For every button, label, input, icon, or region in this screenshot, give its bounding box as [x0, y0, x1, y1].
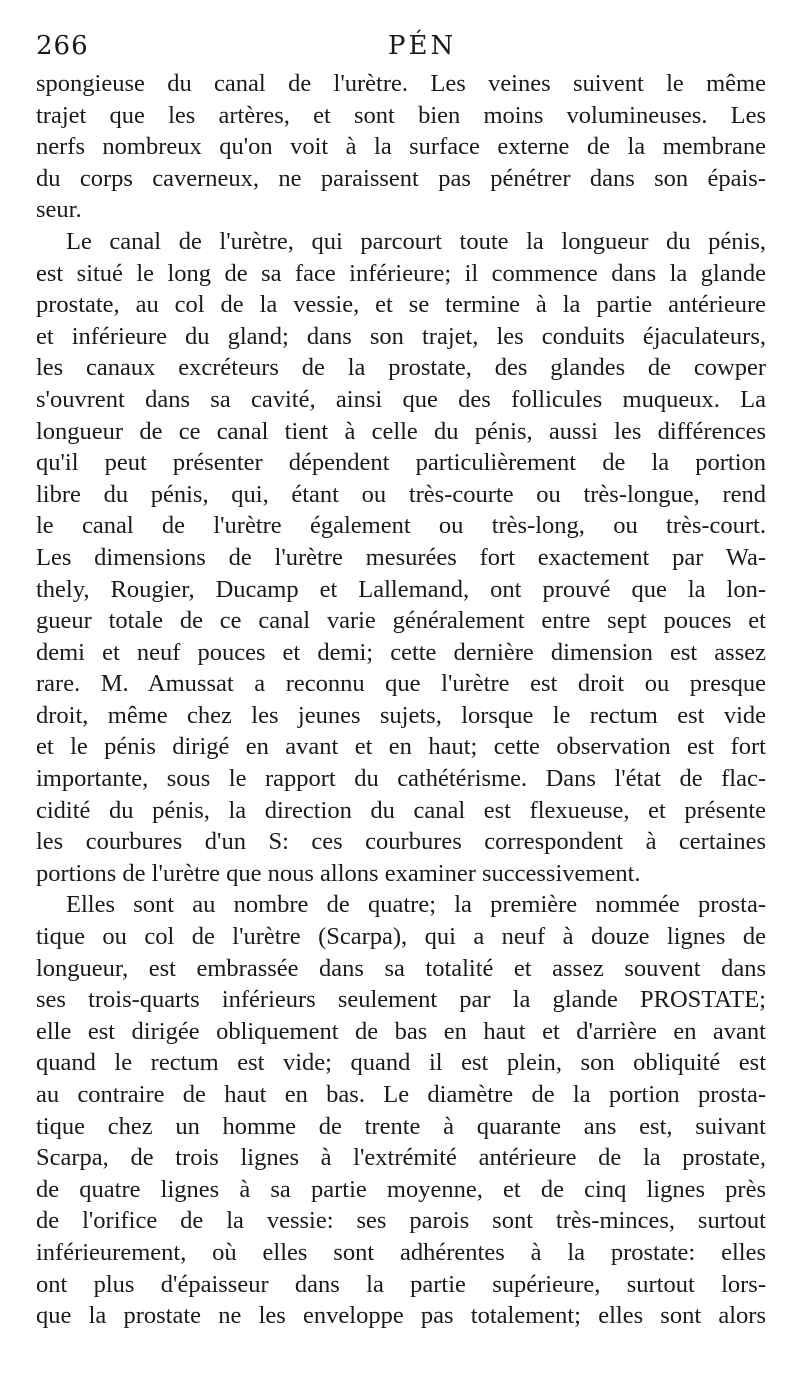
text-line: que la prostate ne les enveloppe pas totalement; elles sont alors — [36, 1302, 766, 1330]
text-line: inférieurement, où elles sont adhérentes à la prostate: elles — [36, 1238, 766, 1266]
text-line: au contraire de haut en bas. Le diamètre de la portion prosta- — [36, 1081, 766, 1108]
text-line: les courbures d'un S: ces courbures correspondent à certaines — [36, 828, 766, 856]
text-line: nerfs nombreux qu'on voit à la surface externe de la membrane — [36, 133, 766, 161]
text-line: rare. M. Amussat a reconnu que l'urètre est droit ou presque — [36, 670, 766, 698]
text-line: libre du pénis, qui, étant ou très-courte ou très-longue, rend — [36, 480, 766, 508]
text-line: les canaux excréteurs de la prostate, des glandes de cowper — [36, 354, 766, 382]
text-line: trajet que les artères, et sont bien moins volumineuses. Les — [36, 101, 766, 129]
text-line: du corps caverneux, ne paraissent pas pénétrer dans son épais- — [36, 164, 766, 192]
text-line: importante, sous le rapport du cathétérisme. Dans l'état de flac- — [36, 765, 766, 793]
text-line: ont plus d'épaisseur dans la partie supérieure, surtout lors- — [36, 1270, 766, 1298]
text-line: tique ou col de l'urètre (Scarpa), qui a neuf à douze lignes de — [36, 923, 766, 951]
text-line: thely, Rougier, Ducamp et Lallemand, ont prouvé que la lon- — [36, 575, 766, 603]
page-header — [36, 28, 766, 64]
text-line: quand le rectum est vide; quand il est plein, son obliquité est — [36, 1049, 766, 1077]
text-line: Le canal de l'urètre, qui parcourt toute la longueur du pénis, — [66, 227, 766, 255]
text-line: Scarpa, de trois lignes à l'extrémité antérieure de la prostate, — [36, 1144, 766, 1172]
text-line: cidité du pénis, la direction du canal est flexueuse, et présente — [36, 796, 766, 824]
text-line: et le pénis dirigé en avant et en haut; cette observation est fort — [36, 733, 766, 761]
text-line: elle est dirigée obliquement de bas en haut et d'arrière en avant — [36, 1017, 766, 1045]
text-line: spongieuse du canal de l'urètre. Les veines suivent le même — [36, 70, 766, 97]
text-line: est situé le long de sa face inférieure; il commence dans la glande — [36, 259, 766, 287]
text-line: droit, même chez les jeunes sujets, lorsque le rectum est vide — [36, 701, 766, 729]
text-line: s'ouvrent dans sa cavité, ainsi que des follicules muqueux. La — [36, 385, 766, 413]
text-line: tique chez un homme de trente à quarante ans est, suivant — [36, 1112, 766, 1140]
text-line: le canal de l'urètre également ou très-long, ou très-court. — [36, 512, 766, 540]
text-line: ses trois-quarts inférieurs seulement par la glande PROSTATE; — [36, 986, 766, 1014]
page-number: 266 — [36, 31, 89, 61]
text-line: de l'orifice de la vessie: ses parois sont très-minces, surtout — [36, 1207, 766, 1235]
text-line: Les dimensions de l'urètre mesurées fort exactement par Wa- — [36, 543, 766, 571]
text-line: Elles sont au nombre de quatre; la première nommée prosta- — [66, 891, 766, 919]
text-line: portions de l'urètre que nous allons examiner successivement. — [36, 859, 641, 887]
text-line: qu'il peut présenter dépendent particulièrement de la portion — [36, 449, 766, 477]
body-text — [36, 68, 766, 1332]
text-line: gueur totale de ce canal varie généralement entre sept pouces et — [36, 607, 766, 635]
running-head: PÉN — [388, 31, 457, 61]
text-line: longueur, est embrassée dans sa totalité et assez souvent dans — [36, 954, 766, 982]
text-line: demi et neuf pouces et demi; cette dernière dimension est assez — [36, 638, 766, 666]
text-line: longueur de ce canal tient à celle du pénis, aussi les différences — [36, 417, 766, 445]
text-line: prostate, au col de la vessie, et se termine à la partie antérieure — [36, 291, 766, 319]
text-line: de quatre lignes à sa partie moyenne, et de cinq lignes près — [36, 1175, 766, 1203]
text-line: et inférieure du gland; dans son trajet, les conduits éjaculateurs, — [36, 322, 766, 350]
text-line: seur. — [36, 196, 82, 224]
